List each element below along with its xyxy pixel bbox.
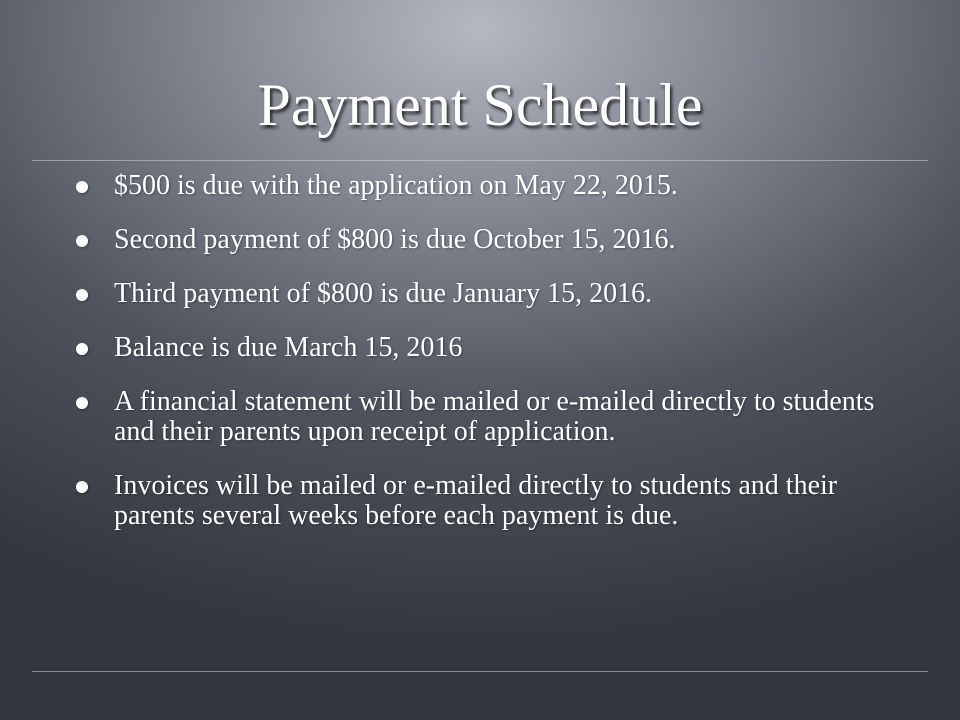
bullet-item bbox=[76, 471, 906, 531]
bullet-text: Balance is due March 15, 2016 bbox=[114, 332, 463, 363]
bullet-item bbox=[76, 387, 906, 447]
footer-divider bbox=[32, 671, 928, 672]
slide-title: Payment Schedule bbox=[257, 72, 703, 138]
bullet-item bbox=[76, 279, 906, 309]
bullet-list bbox=[76, 171, 906, 555]
bullet-dot-icon bbox=[76, 289, 88, 301]
bullet-item bbox=[76, 171, 906, 201]
bullet-text: Invoices will be mailed or e-mailed directly to students and their parents several weeks before each payment is due. bbox=[114, 470, 838, 531]
bullet-dot-icon bbox=[76, 235, 88, 247]
bullet-text: $500 is due with the application on May 22, 2015. bbox=[114, 170, 678, 201]
bullet-dot-icon bbox=[76, 397, 88, 409]
bullet-text: A financial statement will be mailed or e-mailed directly to students and their parents upon receipt of application. bbox=[114, 386, 875, 447]
bullet-item bbox=[76, 225, 906, 255]
bullet-dot-icon bbox=[76, 481, 88, 493]
bullet-dot-icon bbox=[76, 181, 88, 193]
bullet-item bbox=[76, 333, 906, 363]
bullet-dot-icon bbox=[76, 343, 88, 355]
title-divider bbox=[32, 160, 928, 161]
bullet-text: Second payment of $800 is due October 15, 2016. bbox=[114, 224, 676, 255]
bullet-text: Third payment of $800 is due January 15, 2016. bbox=[114, 278, 653, 309]
